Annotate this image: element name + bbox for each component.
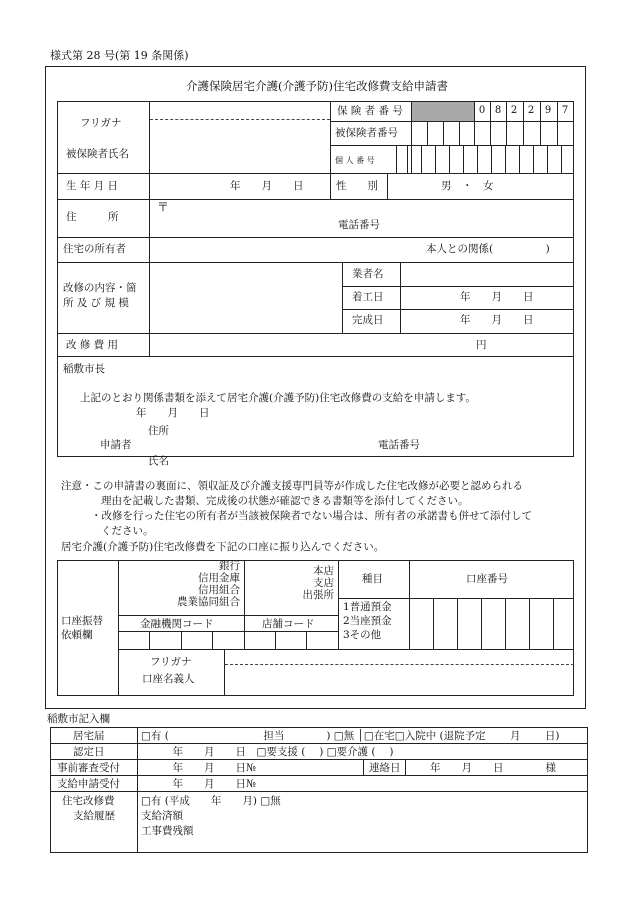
branch-type-office: 出張所 [302,589,334,601]
bank-type-kumiai: 信用組合 [198,584,240,596]
insurer-digit: 8 [494,105,502,116]
city-row-contact-value[interactable]: 年 月 日 様 [409,762,556,774]
insurer-digit: 0 [478,105,486,116]
gender-label: 性 別 [336,180,378,192]
city-section-title: 稲敷市記入欄 [47,713,110,725]
insured-number-label: 被保険者番号 [335,127,398,139]
start-date-field[interactable]: 年 月 日 [460,291,534,303]
insurer-number-label: 保 険 者 番 号 [337,105,403,117]
applicant-address-label: 住所 [148,425,169,437]
postal-mark: 〒 [157,200,170,214]
end-date-label: 完成日 [352,314,384,326]
renovation-field[interactable] [150,263,342,333]
applicant-name-label: 氏名 [148,455,169,467]
holder-furigana-label: フリガナ [150,656,192,668]
note-1-line1: 注意・この申請書の裏面に、領収証及び介護支援専門員等が作成した住宅改修が必要と認められる [61,480,523,492]
insured-name-field[interactable] [150,121,330,173]
personal-number-field[interactable] [388,146,574,173]
city-row-contact-label: 連絡日 [369,762,401,774]
cost-label: 改 修 費 用 [66,339,119,351]
branch-type-main: 本店 [313,565,334,577]
address-label: 住 所 [66,211,119,223]
bank-section-label-line2: 依頼欄 [61,629,93,641]
city-row-application-value[interactable]: 年 月 日№ [141,778,256,790]
insured-name-label: 被保険者氏名 [66,148,129,160]
end-date-field[interactable]: 年 月 日 [460,314,534,326]
account-number-header: 口座番号 [466,573,508,585]
addressee: 稲敷市長 [63,363,105,375]
insurer-digit: 9 [544,105,552,116]
city-row-residence-value[interactable]: □有 ( 担当 ) □無 │□在宅□入院中 (退院予定 月 日) [141,730,560,742]
city-row-certification-label: 認定日 [73,746,105,758]
account-holder-field[interactable] [226,666,573,695]
form-title: 介護保険居宅介護(介護予防)住宅改修費支給申請書 [186,79,448,93]
city-row-history-value[interactable]: □有 (平成 年 月) □無 [141,795,281,807]
city-row-prereview-label: 事前審査受付 [57,762,120,774]
city-row-history-label-line1: 住宅改修費 [62,795,115,807]
renovation-label-line2: 所 及 び 規 模 [63,297,129,309]
city-row-history-label-line2: 支給履歴 [73,810,115,822]
gender-field[interactable]: 男 ・ 女 [441,180,494,192]
bank-type-bank: 銀行 [219,560,240,572]
bank-type-nokyo: 農業協同組合 [177,596,240,608]
city-row-residence-label: 居宅届 [73,730,105,742]
owner-label: 住宅の所有者 [63,243,126,255]
city-row-prereview-value[interactable]: 年 月 日№ [141,762,256,774]
branch-type-list[interactable] [280,565,334,601]
insurer-digit: 2 [527,105,535,116]
birthdate-label: 生 年 月 日 [66,180,119,192]
insured-number-field[interactable] [412,122,574,145]
insurer-digit: 7 [561,105,569,116]
account-type-other[interactable]: 3その他 [343,629,382,641]
bank-type-shinkin: 信用金庫 [198,572,240,584]
transfer-instruction: 居宅介護(介護予防)住宅改修費を下記の口座に振り込んでください。 [61,541,385,553]
note-2-line2: ください。 [101,525,154,537]
applicant-label: 申請者 [100,439,132,451]
account-type-checking[interactable]: 2当座預金 [343,615,392,627]
owner-relation[interactable]: 本人との関係( ) [426,243,550,255]
address-field[interactable] [150,200,574,237]
cost-field[interactable]: 円 [476,339,487,351]
account-holder-label: 口座名義人 [142,673,195,685]
city-row-remaining-amount: 工事費残額 [141,825,194,837]
note-2-line1: ・改修を行った住宅の所有者が当該被保険者でない場合は、所有者の承諾書も併せて添付して [91,510,532,522]
insurer-number-shaded [412,102,474,121]
personal-number-label: 個 人 番 号 [335,156,375,165]
city-row-application-label: 支給申請受付 [57,778,120,790]
account-type-ordinary[interactable]: 1普通預金 [343,601,392,613]
birthdate-field[interactable]: 年 月 日 [230,180,304,192]
start-date-label: 着工日 [352,291,384,303]
contractor-label: 業者名 [352,268,384,280]
city-row-certification-value[interactable]: 年 月 日 □要支援 ( ) □要介護 ( ) [141,746,394,758]
declaration-statement: 上記のとおり関係書類を添えて居宅介護(介護予防)住宅改修費の支給を申請します。 [80,392,476,404]
account-type-header: 種目 [362,573,383,585]
applicant-phone-label: 電話番号 [378,439,420,451]
furigana-label: フリガナ [80,117,122,129]
insurer-digit: 2 [510,105,518,116]
city-row-paid-amount: 支給済額 [141,810,183,822]
renovation-label-line1: 改修の内容・箇 [63,282,137,294]
bank-section-label-line1: 口座振替 [61,615,103,627]
bank-code-label: 金融機関コード [140,618,214,630]
form-number: 様式第 28 号(第 19 条関係) [50,49,189,62]
phone-label: 電話番号 [338,219,380,231]
branch-type-branch: 支店 [313,577,334,589]
bank-type-list[interactable] [160,560,240,608]
branch-code-label: 店舗コード [262,618,315,630]
declaration-date[interactable]: 年 月 日 [136,407,210,419]
note-1-line2: 理由を記載した書類、完成後の状態が確認できる書類等を添付してください。 [101,495,469,507]
